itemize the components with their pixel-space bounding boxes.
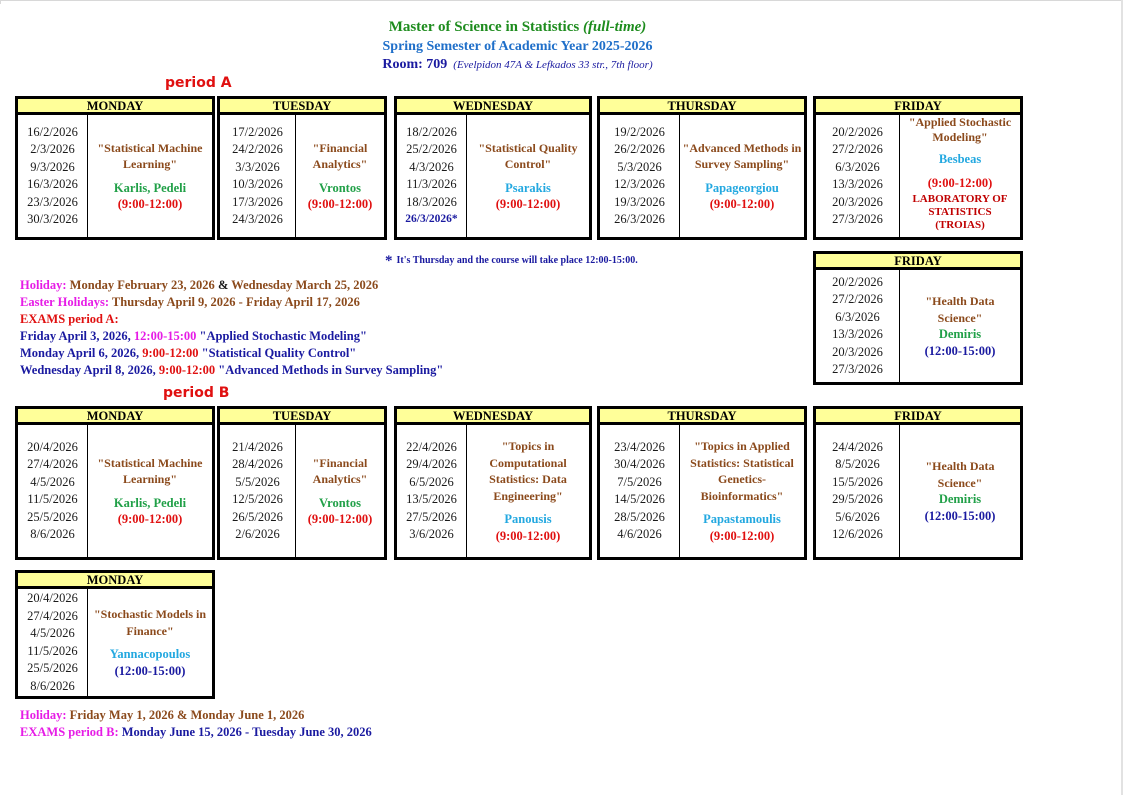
date-list xyxy=(220,115,296,237)
exam-date: Wednesday April 8, 2026, xyxy=(20,363,159,377)
date: 20/2/2026 xyxy=(832,124,883,139)
date: 5/3/2026 xyxy=(617,159,662,174)
exam-date: Friday April 3, 2026, xyxy=(20,329,134,343)
exam-line xyxy=(20,329,367,344)
date-list xyxy=(18,115,88,237)
date: 20/4/2026 xyxy=(27,439,78,454)
exam-course: "Statistical Quality Control" xyxy=(198,346,357,360)
date: 4/3/2026 xyxy=(409,159,454,174)
date: 3/6/2026 xyxy=(409,527,454,541)
course-title: "Applied Stochastic Modeling" xyxy=(908,115,1012,144)
note-star: * xyxy=(385,253,393,269)
instructor: Vrontos xyxy=(319,180,361,195)
date: 6/3/2026 xyxy=(835,309,880,324)
holiday-date: Wednesday March 25, 2026 xyxy=(228,278,379,292)
day-header: FRIDAY xyxy=(816,99,1020,115)
time-slot: (12:00-15:00) xyxy=(924,343,996,358)
day-header: WEDNESDAY xyxy=(397,409,589,425)
period-b-wednesday-box xyxy=(394,406,592,560)
date: 16/2/2026 xyxy=(27,124,78,139)
room-number: Room: 709 xyxy=(382,57,448,72)
date: 25/5/2026 xyxy=(27,509,78,524)
course-cell xyxy=(88,115,212,237)
date: 5/5/2026 xyxy=(235,474,280,489)
date: 4/6/2026 xyxy=(617,527,662,541)
date: 17/3/2026 xyxy=(232,194,283,209)
day-header: THURSDAY xyxy=(600,99,804,115)
course-cell xyxy=(900,270,1020,382)
date: 6/3/2026 xyxy=(835,159,880,174)
course-title: "Advanced Methods in Survey Sampling" xyxy=(682,140,802,171)
date: 6/5/2026 xyxy=(409,474,454,489)
date: 3/3/2026 xyxy=(235,159,280,174)
period-b-tuesday-box xyxy=(217,406,387,560)
exam-course: "Applied Stochastic Modeling" xyxy=(196,329,367,343)
holiday-label: Holiday: xyxy=(20,708,67,722)
date-list xyxy=(816,270,900,382)
date-list xyxy=(18,589,88,696)
holiday-dates: Friday May 1, 2026 & Monday June 1, 2026 xyxy=(66,708,305,722)
course-title: "Stochastic Models in Finance" xyxy=(94,607,206,638)
date: 24/2/2026 xyxy=(232,142,283,156)
easter-label: Easter Holidays: xyxy=(20,295,110,309)
day-header: FRIDAY xyxy=(816,409,1020,425)
date: 19/2/2026 xyxy=(614,124,665,139)
date: 29/4/2026 xyxy=(406,457,457,471)
date-list xyxy=(816,425,900,557)
instructor: Papageorgiou xyxy=(705,180,779,195)
course-title: "Financial Analytics" xyxy=(312,140,368,171)
easter-dates: Thursday April 9, 2026 - Friday April 17, 2026 xyxy=(109,295,360,309)
period-b-monday-box xyxy=(15,406,215,560)
date: 30/3/2026 xyxy=(27,212,78,226)
course-cell xyxy=(88,425,212,557)
day-header: MONDAY xyxy=(18,409,212,425)
course-title: "Topics in Computational Statistics: Data Engineering" xyxy=(489,439,567,503)
date: 13/3/2026 xyxy=(832,177,883,191)
date: 20/3/2026 xyxy=(832,344,883,359)
date: 20/3/2026 xyxy=(832,194,883,209)
date: 26/3/2026 xyxy=(614,212,665,226)
program-mode: (full-time) xyxy=(582,19,647,35)
date: 7/5/2026 xyxy=(617,474,662,489)
day-header: TUESDAY xyxy=(220,409,384,425)
period-b-monday2-box xyxy=(15,570,215,699)
holiday-date: Monday February 23, 2026 xyxy=(66,278,218,292)
time-slot: (12:00-15:00) xyxy=(114,663,186,678)
instructor: Psarakis xyxy=(505,180,551,195)
date: 8/5/2026 xyxy=(835,457,880,471)
day-header: THURSDAY xyxy=(600,409,804,425)
date: 24/4/2026 xyxy=(832,439,883,454)
date: 25/5/2026 xyxy=(27,661,78,675)
course-cell xyxy=(296,115,384,237)
date: 28/5/2026 xyxy=(614,509,665,524)
instructor: Demiris xyxy=(938,492,982,506)
date: 2/6/2026 xyxy=(235,527,280,541)
date: 18/3/2026 xyxy=(406,194,457,209)
holiday-amp: & xyxy=(217,278,229,292)
exams-b-line xyxy=(20,725,372,740)
time-slot: (9:00-12:00) xyxy=(927,175,993,190)
exams-a-label: EXAMS period A: xyxy=(20,312,119,326)
date-list xyxy=(600,115,680,237)
date: 13/3/2026 xyxy=(832,327,883,341)
course-title: "Topics in Applied Statistics: Statistical Genetics-Bioinformatics" xyxy=(690,439,794,503)
holiday-line-a xyxy=(20,278,378,293)
date: 17/2/2026 xyxy=(232,124,283,139)
period-b-thursday-box xyxy=(597,406,807,560)
date: 28/4/2026 xyxy=(232,457,283,471)
date: 21/4/2026 xyxy=(232,439,283,454)
course-title: "Financial Analytics" xyxy=(312,455,368,486)
date: 18/2/2026 xyxy=(406,124,457,139)
date: 27/4/2026 xyxy=(27,608,78,623)
date: 27/4/2026 xyxy=(27,457,78,471)
time-slot: (9:00-12:00) xyxy=(495,528,561,543)
date: 11/3/2026 xyxy=(406,177,457,191)
date: 2/3/2026 xyxy=(30,142,75,156)
date-list xyxy=(220,425,296,557)
date: 9/3/2026 xyxy=(30,159,75,174)
date: 4/5/2026 xyxy=(30,474,75,489)
date-special: 26/3/2026* xyxy=(405,213,458,225)
date: 27/3/2026 xyxy=(832,212,883,226)
course-cell xyxy=(467,115,589,237)
period-a-label: period A xyxy=(165,75,232,91)
date: 26/2/2026 xyxy=(614,142,665,156)
date-list xyxy=(816,115,900,237)
day-header: TUESDAY xyxy=(220,99,384,115)
date: 11/5/2026 xyxy=(27,643,78,658)
instructor: Karlis, Pedeli xyxy=(113,180,187,195)
time-slot: (9:00-12:00) xyxy=(307,512,373,526)
course-cell xyxy=(900,425,1020,557)
date: 24/3/2026 xyxy=(232,212,283,226)
course-cell xyxy=(467,425,589,557)
page-top-border xyxy=(0,0,1123,4)
time-slot: (9:00-12:00) xyxy=(117,512,183,526)
course-title: "Health Data Science" xyxy=(925,459,995,490)
period-a-thursday-box xyxy=(597,96,807,240)
room-line xyxy=(0,57,1035,73)
date: 14/5/2026 xyxy=(614,492,665,506)
date: 23/3/2026 xyxy=(27,194,78,209)
course-cell xyxy=(296,425,384,557)
time-slot: (9:00-12:00) xyxy=(709,197,775,211)
course-title: "Statistical Quality Control" xyxy=(478,140,578,171)
date: 20/4/2026 xyxy=(27,591,78,605)
instructor: Vrontos xyxy=(319,495,361,510)
instructor: Karlis, Pedeli xyxy=(113,495,187,510)
instructor: Besbeas xyxy=(938,152,982,166)
instructor: Papastamoulis xyxy=(703,512,781,526)
room-address: (Evelpidon 47A & Lefkados 33 str., 7th floor) xyxy=(453,59,653,71)
date: 20/2/2026 xyxy=(832,274,883,289)
semester-title: Spring Semester of Academic Year 2025-2026 xyxy=(382,39,653,54)
date: 8/6/2026 xyxy=(30,527,75,541)
period-a-friday2-box xyxy=(813,251,1023,385)
exam-time: 9:00-12:00 xyxy=(158,363,216,377)
date: 27/5/2026 xyxy=(406,509,457,524)
course-cell xyxy=(900,115,1020,237)
exam-line xyxy=(20,363,443,378)
date-list xyxy=(18,425,88,557)
date: 15/5/2026 xyxy=(832,474,883,489)
holiday-line-b xyxy=(20,708,304,723)
course-title: "Health Data Science" xyxy=(925,294,995,325)
date: 27/2/2026 xyxy=(832,142,883,156)
date: 30/4/2026 xyxy=(614,457,665,471)
exam-time: 12:00-15:00 xyxy=(133,329,197,343)
date: 11/5/2026 xyxy=(27,492,78,506)
period-a-monday-box xyxy=(15,96,215,240)
date: 13/5/2026 xyxy=(406,492,457,506)
date: 26/5/2026 xyxy=(232,509,283,524)
period-b-friday-box xyxy=(813,406,1023,560)
date-list xyxy=(600,425,680,557)
program-title xyxy=(0,19,1035,36)
date: 19/3/2026 xyxy=(614,194,665,209)
easter-line xyxy=(20,295,360,310)
date: 16/3/2026 xyxy=(27,177,78,191)
course-cell xyxy=(680,425,804,557)
date: 25/2/2026 xyxy=(406,142,457,156)
program-name: Master of Science in Statistics xyxy=(388,19,583,35)
period-a-wednesday-box xyxy=(394,96,592,240)
date: 29/5/2026 xyxy=(832,492,883,506)
date: 22/4/2026 xyxy=(406,439,457,454)
day-header: MONDAY xyxy=(18,573,212,589)
exams-b-dates: Monday June 15, 2026 - Tuesday June 30, 2026 xyxy=(118,725,372,739)
course-title: "Statistical Machine Learning" xyxy=(97,455,203,486)
date: 27/3/2026 xyxy=(832,362,883,376)
holiday-label: Holiday: xyxy=(20,278,67,292)
time-slot: (12:00-15:00) xyxy=(924,508,996,523)
time-slot: (9:00-12:00) xyxy=(495,197,561,211)
date: 27/2/2026 xyxy=(832,292,883,306)
exam-date: Monday April 6, 2026, xyxy=(20,346,143,360)
course-title: "Statistical Machine Learning" xyxy=(97,140,203,171)
period-a-tuesday-box xyxy=(217,96,387,240)
time-slot: (9:00-12:00) xyxy=(307,197,373,211)
date: 23/4/2026 xyxy=(614,439,665,454)
exam-time: 9:00-12:00 xyxy=(142,346,199,360)
date-list xyxy=(397,115,467,237)
date: 12/5/2026 xyxy=(232,492,283,506)
period-b-label: period B xyxy=(163,385,230,401)
course-cell xyxy=(88,589,212,696)
date: 5/6/2026 xyxy=(835,509,880,524)
date: 10/3/2026 xyxy=(232,177,283,191)
instructor: Yannacopoulos xyxy=(109,647,191,661)
note-text: It's Thursday and the course will take place 12:00-15:00. xyxy=(396,255,638,266)
day-header: MONDAY xyxy=(18,99,212,115)
period-a-friday-box xyxy=(813,96,1023,240)
exams-b-label: EXAMS period B: xyxy=(20,725,119,739)
date: 12/6/2026 xyxy=(832,527,883,541)
date: 12/3/2026 xyxy=(614,177,665,191)
course-cell xyxy=(680,115,804,237)
thursday-note xyxy=(385,253,638,270)
instructor: Demiris xyxy=(938,327,982,341)
date: 8/6/2026 xyxy=(30,678,75,693)
exam-line xyxy=(20,346,356,361)
date: 4/5/2026 xyxy=(30,626,75,640)
exam-course: "Advanced Methods in Survey Sampling" xyxy=(215,363,444,377)
time-slot: (9:00-12:00) xyxy=(117,197,183,211)
day-header: WEDNESDAY xyxy=(397,99,589,115)
day-header: FRIDAY xyxy=(816,254,1020,270)
time-slot: (9:00-12:00) xyxy=(709,528,775,543)
date-list xyxy=(397,425,467,557)
lab-location: LABORATORY OF STATISTICS (TROIAS) xyxy=(912,193,1008,231)
instructor: Panousis xyxy=(504,512,552,526)
